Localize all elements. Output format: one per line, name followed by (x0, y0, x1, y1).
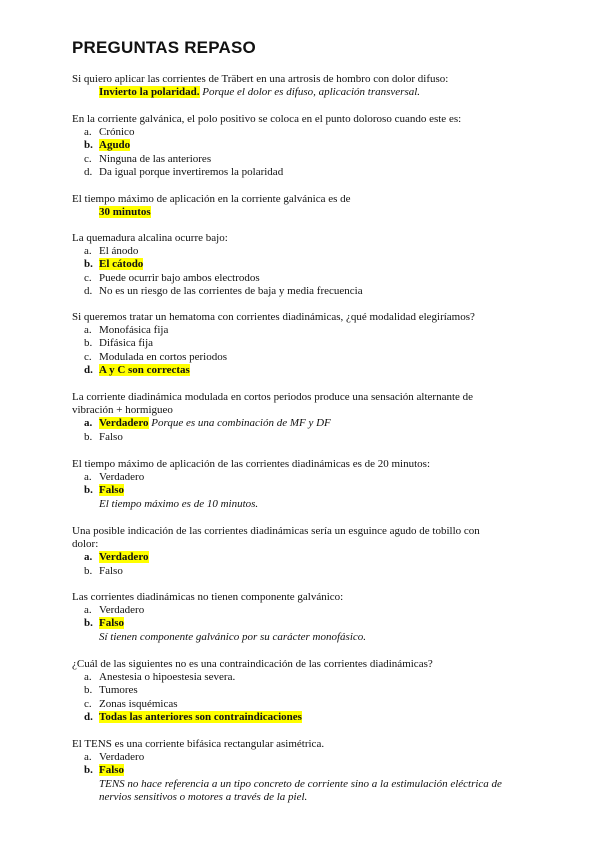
option-c: c. Zonas isquémicas (84, 697, 178, 710)
option-b: b. Falso (84, 430, 123, 443)
question-11 (72, 738, 502, 804)
question-text: Si quiero aplicar las corrientes de Träbert en una artrosis de hombro con dolor difuso: (72, 73, 449, 85)
option-a: a. Verdadero (84, 604, 145, 617)
question-text: El TENS es una corriente bifásica rectangular asimétrica. (72, 738, 325, 750)
answer-note-cont: nervios sensitivos o motores a través de la piel. (99, 790, 308, 803)
option-d: d. A y C son correctas (84, 363, 190, 376)
option-a: a. Crónico (84, 126, 135, 139)
answer-highlight: Falso (99, 764, 125, 777)
answer-highlight: Falso (99, 484, 125, 497)
answer-note: Porque el dolor es difuso, aplicación transversal. (202, 86, 421, 99)
option-a: a. Verdadero (84, 751, 145, 764)
option-a: a. Verdadero Porque es una combinación de MF y DF (84, 417, 331, 430)
option-d: d. Todas las anteriores son contraindicaciones (84, 710, 302, 723)
answer-note: Sí tienen componente galvánico por su carácter monofásico. (99, 630, 367, 643)
page-title: PREGUNTAS REPASO (72, 38, 256, 57)
question-text-cont: dolor: (72, 538, 99, 551)
option-c: c. Puede ocurrir bajo ambos electrodos (84, 271, 260, 284)
option-d: d. Da igual porque invertiremos la polaridad (84, 165, 284, 178)
answer-highlight: Falso (99, 617, 125, 630)
answer-highlight: Invierto la polaridad. (99, 86, 200, 99)
answer-highlight: Agudo (99, 139, 131, 152)
question-text: Si queremos tratar un hematoma con corrientes diadinámicas, ¿qué modalidad elegiríamos? (72, 311, 475, 323)
option-a: a. Anestesia o hipoestesia severa. (84, 671, 236, 684)
option-a: a. Verdadero (84, 551, 149, 564)
question-3 (72, 193, 502, 219)
answer-note: TENS no hace referencia a un tipo concreto de corriente sino a la estimulación eléctrica de (99, 777, 502, 790)
question-text: Una posible indicación de las corrientes diadinámicas sería un esguince agudo de tobillo con (72, 525, 480, 537)
option-b: b. Falso (84, 484, 125, 497)
question-5 (72, 311, 502, 377)
option-b: b. Falso (84, 617, 125, 630)
option-b: b. El cátodo (84, 258, 144, 271)
answer-highlight: Verdadero (99, 417, 149, 430)
option-d: d. No es un riesgo de las corrientes de baja y media frecuencia (84, 284, 363, 297)
question-text: La quemadura alcalina ocurre bajo: (72, 232, 228, 244)
option-b: b. Falso (84, 564, 123, 577)
question-text: ¿Cuál de las siguientes no es una contraindicación de las corrientes diadinámicas? (72, 658, 433, 670)
answer-highlight: 30 minutos (99, 206, 151, 219)
option-a: a. Monofásica fija (84, 324, 169, 337)
option-c: c. Ninguna de las anteriores (84, 152, 212, 165)
option-a: a. El ánodo (84, 245, 139, 258)
option-b: b. Agudo (84, 139, 131, 152)
option-c: c. Modulada en cortos periodos (84, 350, 227, 363)
question-text: La corriente diadinámica modulada en cortos periodos produce una sensación alternante de (72, 391, 474, 403)
question-9 (72, 591, 502, 644)
question-text-cont: vibración + hormigueo (72, 404, 173, 417)
question-text: El tiempo máximo de aplicación en la corriente galvánica es de (72, 193, 351, 205)
question-2 (72, 113, 502, 179)
question-8 (72, 525, 502, 578)
answer-highlight: Verdadero (99, 551, 149, 564)
question-1 (72, 73, 502, 99)
answer-highlight: Todas las anteriores son contraindicaciones (99, 710, 302, 723)
option-b: b. Tumores (84, 684, 138, 697)
question-text: Las corrientes diadinámicas no tienen componente galvánico: (72, 591, 344, 603)
answer-highlight: El cátodo (99, 258, 144, 271)
question-10 (72, 658, 502, 724)
question-4 (72, 232, 502, 298)
question-7 (72, 458, 502, 511)
question-text: El tiempo máximo de aplicación de las corrientes diadinámicas es de 20 minutos: (72, 458, 431, 470)
option-a: a. Verdadero (84, 471, 145, 484)
option-b: b. Difásica fija (84, 337, 154, 350)
answer-note: Porque es una combinación de MF y DF (151, 417, 331, 430)
question-text: En la corriente galvánica, el polo positivo se coloca en el punto doloroso cuando este es: (72, 113, 462, 125)
answer-highlight: A y C son correctas (99, 363, 190, 376)
option-b: b. Falso (84, 764, 125, 777)
answer-note: El tiempo máximo es de 10 minutos. (99, 497, 259, 510)
question-6 (72, 391, 502, 444)
